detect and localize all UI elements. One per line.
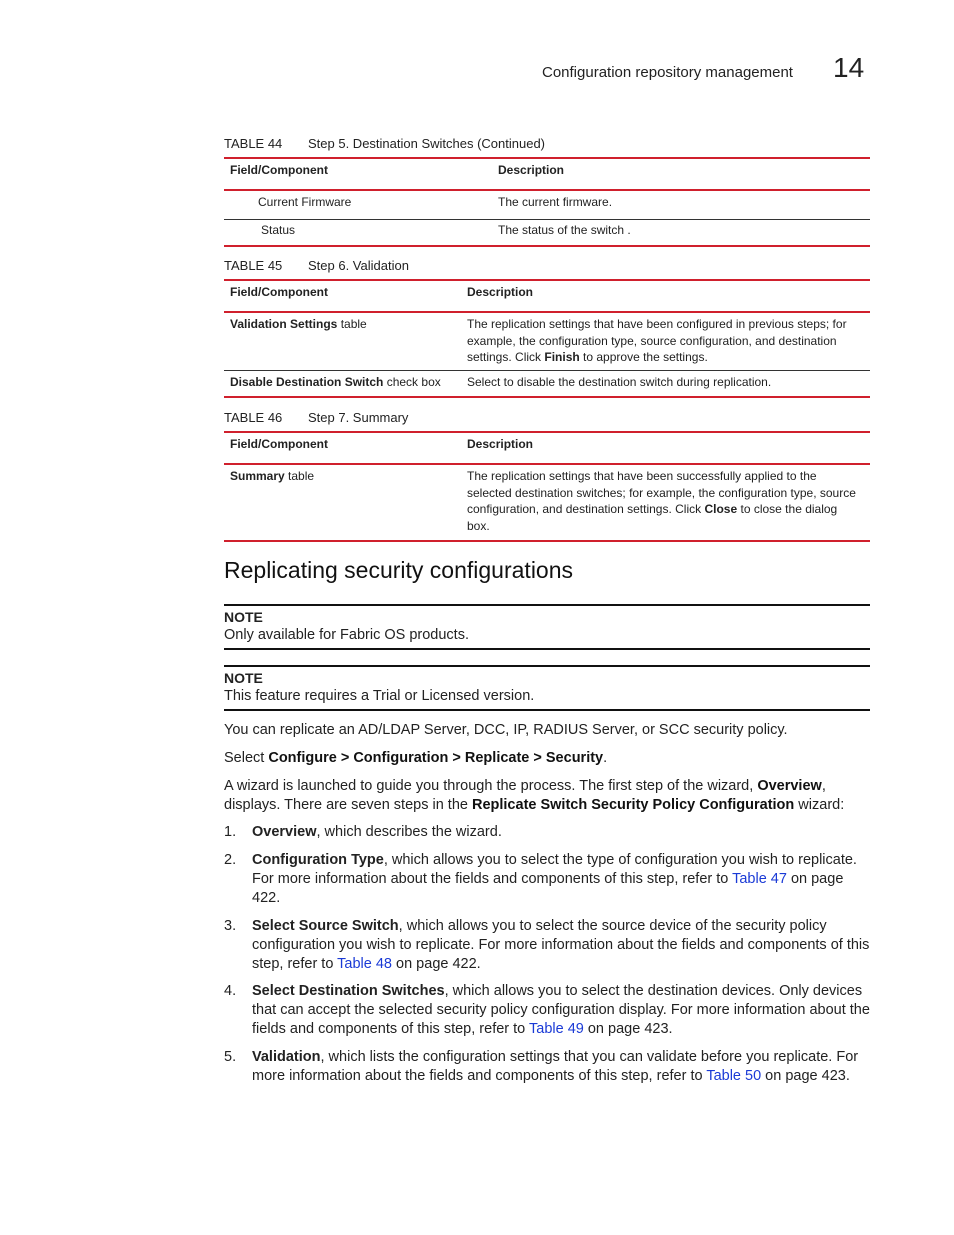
table-header-row: [224, 280, 870, 312]
description-cell: [461, 312, 870, 371]
list-body: [252, 917, 874, 974]
list-number: 5.: [224, 1049, 237, 1065]
column-header-description: Description: [492, 158, 870, 190]
list-number: 2.: [224, 852, 237, 868]
list-item: [224, 917, 874, 974]
field-cell: Current Firmware: [224, 190, 492, 220]
description-cell: [461, 464, 870, 541]
running-header-title: Configuration repository management: [542, 64, 793, 81]
paragraph-text: wizard:: [794, 797, 845, 813]
table-row: [224, 312, 870, 371]
field-cell: [224, 312, 461, 371]
intro-paragraph: You can replicate an AD/LDAP Server, DCC, IP, RADIUS Server, or SCC security policy.: [224, 722, 788, 738]
list-body: [252, 851, 874, 908]
table-link[interactable]: Table 48: [337, 956, 392, 972]
menu-path: Configure > Configuration > Replicate > Security: [268, 750, 604, 766]
field-cell: Status: [224, 220, 492, 247]
table44-title: Step 5. Destination Switches (Continued): [308, 136, 546, 151]
column-header-field: Field/Component: [224, 280, 461, 312]
step-ui-name: Select Destination Switches: [252, 983, 445, 999]
wizard-ui-name: Replicate Switch Security Policy Configuration: [471, 797, 795, 813]
field-suffix: table: [284, 469, 315, 483]
list-number: 3.: [224, 918, 237, 934]
section-heading: Replicating security configurations: [224, 557, 574, 583]
overview-ui-name: Overview: [757, 778, 822, 794]
field-suffix: check box: [383, 375, 441, 389]
menu-path-paragraph: [224, 749, 874, 768]
paragraph-text: Select: [224, 750, 269, 766]
table-row: [224, 190, 870, 220]
step-ui-name: Select Source Switch: [252, 918, 399, 934]
list-item: [224, 982, 874, 1039]
table45: [224, 279, 870, 398]
table45-title: Step 6. Validation: [308, 258, 409, 273]
step-text: on page 423.: [583, 1021, 673, 1037]
table-header-row: [224, 432, 870, 464]
table44: [224, 157, 870, 247]
step-text: on page 422.: [252, 871, 844, 906]
list-body: [252, 1048, 874, 1086]
step-text: on page 422.: [392, 956, 481, 972]
note-text: This feature requires a Trial or Licensed version.: [224, 688, 535, 704]
column-header-description: Description: [461, 280, 870, 312]
description-cell: Select to disable the destination switch during replication.: [461, 371, 870, 398]
table-row: [224, 220, 870, 247]
step-text: , which lists the configuration settings that you can validate before you replicate. For more information about the fields and components of this step, refer to: [252, 1049, 859, 1084]
step-text: , which allows you to select the source device of the security policy configuration you wish to replicate. For more information about the fields and components of this step, refer to: [252, 918, 870, 972]
table44-caption: [224, 136, 545, 151]
description-cell: The status of the switch .: [492, 220, 870, 247]
list-item: [224, 823, 874, 842]
step-ui-name: Overview: [252, 824, 317, 840]
note-label: NOTE: [224, 609, 263, 625]
note-box: [224, 604, 870, 650]
field-cell: [224, 464, 461, 541]
description-text: The replication settings that have been successfully applied to the selected destination switches; for example, the configuration type, source configuration, and destination settings. Click: [467, 469, 856, 516]
field-cell: [224, 371, 461, 398]
field-suffix: table: [337, 317, 367, 331]
table45-caption: [224, 258, 409, 273]
list-body: [252, 823, 874, 842]
column-header-field: Field/Component: [224, 158, 492, 190]
description-text: The replication settings that have been configured in previous steps; for example, the configuration type, source configuration, and destination settings. Click: [467, 317, 847, 364]
description-cell: The current firmware.: [492, 190, 870, 220]
table-link[interactable]: Table 50: [706, 1068, 762, 1084]
paragraph-text: A wizard is launched to guide you through the process. The first step of the wizard,: [224, 778, 758, 794]
paragraph-text: , displays. There are seven steps in the: [224, 778, 826, 813]
note-box: [224, 665, 870, 711]
table46-label: TABLE 46: [224, 410, 283, 425]
list-number: 1.: [224, 824, 237, 840]
list-body: [252, 982, 874, 1039]
list-item: [224, 1048, 874, 1086]
description-text: to approve the settings.: [579, 350, 708, 364]
step-ui-name: Validation: [252, 1049, 321, 1065]
table-link[interactable]: Table 47: [732, 871, 787, 887]
table-row: [224, 464, 870, 541]
table46: [224, 431, 870, 542]
column-header-field: Field/Component: [224, 432, 461, 464]
list-item: [224, 851, 874, 908]
note-text: Only available for Fabric OS products.: [224, 627, 469, 643]
step-ui-name: Configuration Type: [252, 852, 384, 868]
field-ui-name: Summary: [230, 469, 285, 483]
table46-title: Step 7. Summary: [308, 410, 409, 425]
step-text: , which allows you to select the type of configuration you wish to replicate. For more information about the fields and components of this step, refer to: [252, 852, 857, 887]
list-number: 4.: [224, 983, 237, 999]
table46-caption: [224, 410, 408, 425]
field-ui-name: Validation Settings: [230, 317, 338, 331]
field-ui-name: Disable Destination Switch: [230, 375, 384, 389]
note-label: NOTE: [224, 670, 263, 686]
finish-ui-name: Finish: [544, 350, 580, 364]
column-header-description: Description: [461, 432, 870, 464]
table45-label: TABLE 45: [224, 258, 283, 273]
table-link[interactable]: Table 49: [529, 1021, 584, 1037]
paragraph-text: .: [603, 750, 608, 766]
wizard-paragraph: [224, 777, 874, 815]
description-text: to close the dialog box.: [467, 502, 838, 533]
step-text: , which describes the wizard.: [316, 824, 502, 840]
table-row: [224, 371, 870, 398]
table-header-row: [224, 158, 870, 190]
step-text: on page 423.: [761, 1068, 850, 1084]
step-text: , which allows you to select the destination devices. Only devices that can accept the selected security policy configuration display. For more information about the fields and components of this step, refer to: [252, 983, 870, 1037]
close-ui-name: Close: [704, 502, 738, 516]
chapter-number: 14: [833, 52, 865, 83]
table44-label: TABLE 44: [224, 136, 283, 151]
